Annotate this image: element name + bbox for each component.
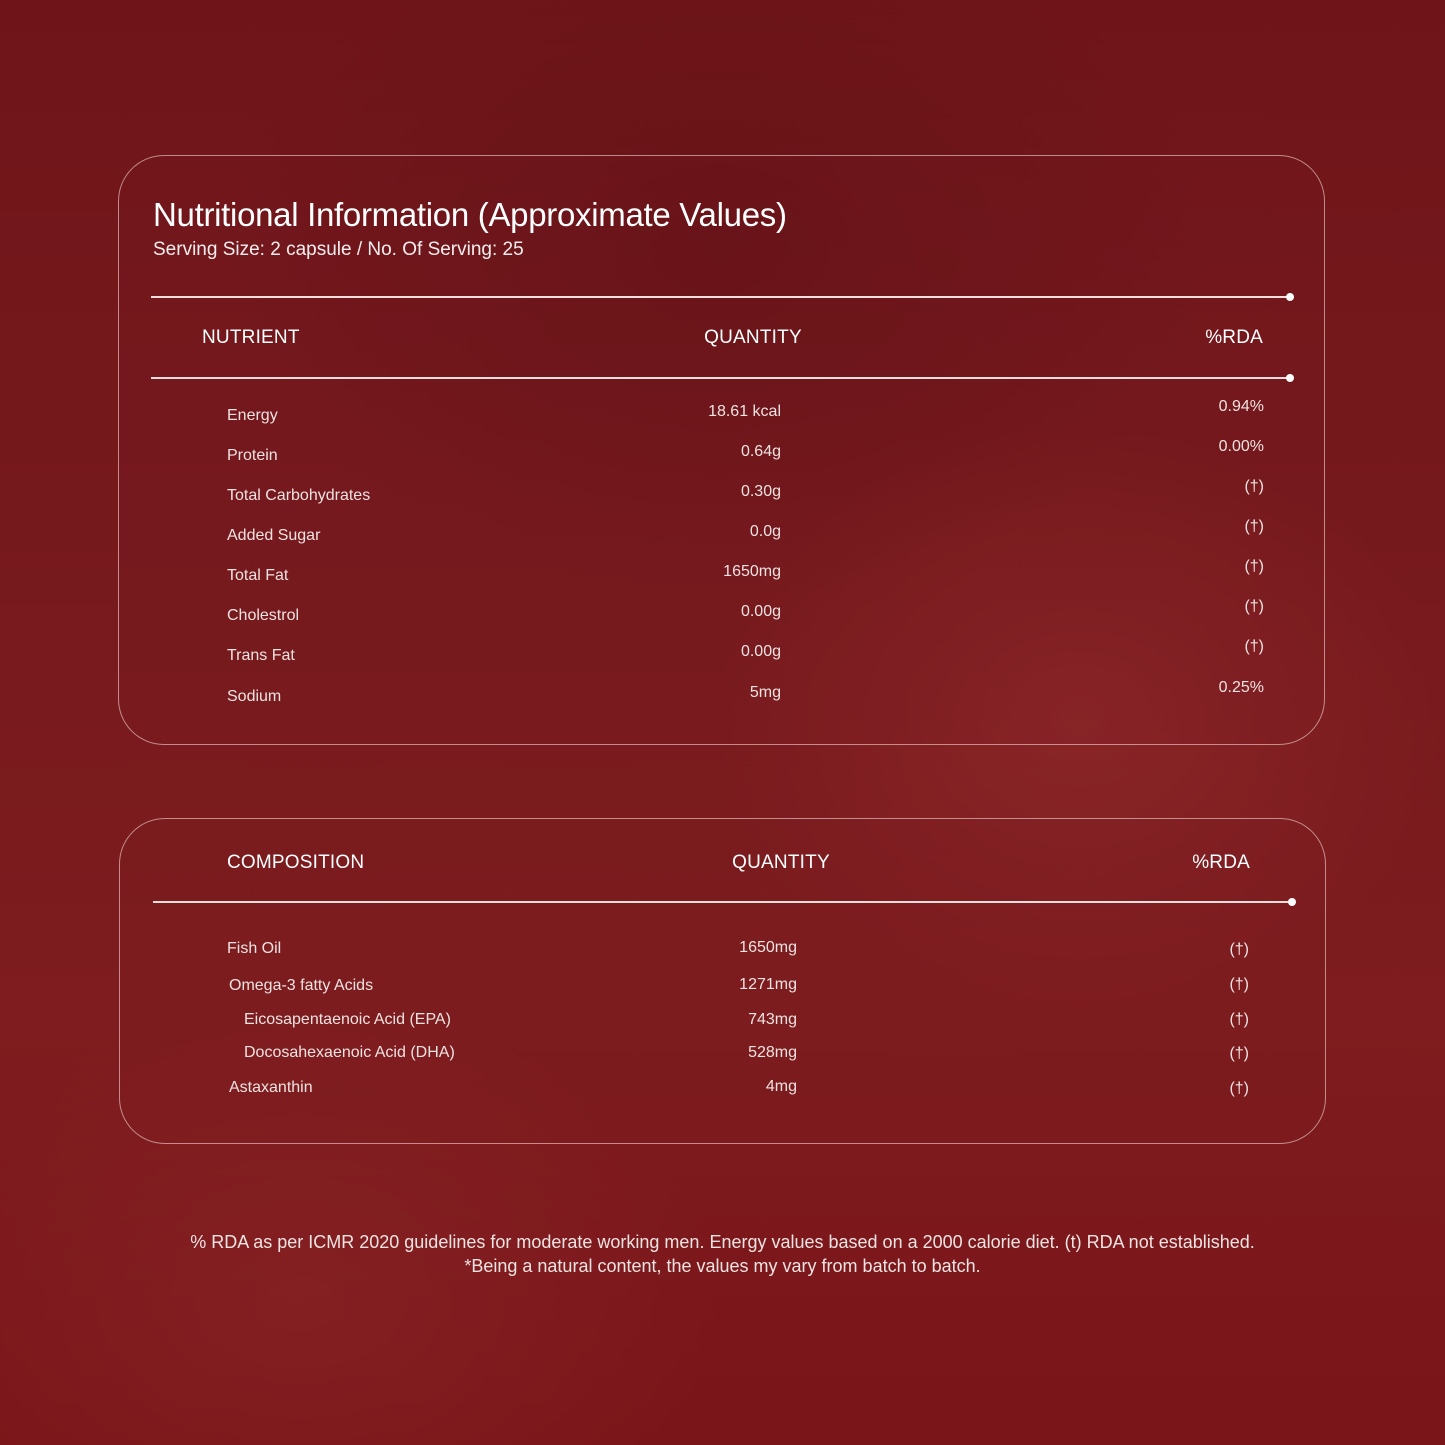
divider-composition bbox=[153, 901, 1293, 903]
col-header-rda-2: %RDA bbox=[1192, 852, 1250, 873]
composition-rda: (†) bbox=[1229, 976, 1249, 993]
nutrient-quantity: 1650mg bbox=[723, 563, 781, 580]
nutrient-rda: (†) bbox=[1244, 518, 1264, 535]
nutrient-name: Sodium bbox=[227, 688, 282, 705]
col-header-composition: COMPOSITION bbox=[227, 852, 365, 873]
composition-rda: (†) bbox=[1229, 1080, 1249, 1097]
nutrient-rda: (†) bbox=[1244, 558, 1264, 575]
composition-name: Docosahexaenoic Acid (DHA) bbox=[244, 1044, 455, 1061]
divider-header bbox=[151, 377, 1291, 379]
nutrient-rda: (†) bbox=[1244, 478, 1264, 495]
col-header-nutrient: NUTRIENT bbox=[202, 327, 300, 348]
nutrient-rda: 0.00% bbox=[1218, 438, 1264, 455]
divider-top bbox=[151, 296, 1291, 298]
nutrient-quantity: 0.00g bbox=[740, 643, 781, 660]
nutrient-rda: (†) bbox=[1244, 638, 1264, 655]
composition-quantity: 1650mg bbox=[739, 939, 797, 956]
nutrient-rda: 0.25% bbox=[1218, 679, 1264, 696]
nutrient-quantity: 0.64g bbox=[740, 443, 781, 460]
nutrient-quantity: 18.61 kcal bbox=[708, 403, 781, 420]
nutrient-name: Total Carbohydrates bbox=[227, 487, 371, 504]
col-header-quantity-2: QUANTITY bbox=[732, 852, 830, 873]
nutrient-name: Total Fat bbox=[227, 567, 289, 584]
nutrient-quantity: 0.00g bbox=[740, 603, 781, 620]
nutrient-rda: 0.94% bbox=[1218, 398, 1264, 415]
serving-size: Serving Size: 2 capsule / No. Of Serving: 25 bbox=[153, 239, 524, 260]
nutrient-name: Added Sugar bbox=[227, 527, 321, 544]
composition-quantity: 528mg bbox=[748, 1044, 797, 1061]
composition-rda: (†) bbox=[1229, 941, 1249, 958]
nutrient-rda: (†) bbox=[1244, 598, 1264, 615]
composition-name: Astaxanthin bbox=[229, 1079, 313, 1096]
nutrient-name: Cholestrol bbox=[227, 607, 300, 624]
nutrient-quantity: 0.30g bbox=[740, 483, 781, 500]
nutrient-name: Energy bbox=[227, 407, 278, 424]
nutrient-quantity: 0.0g bbox=[749, 523, 781, 540]
composition-name: Eicosapentaenoic Acid (EPA) bbox=[244, 1011, 451, 1028]
nutrient-name: Trans Fat bbox=[227, 647, 295, 664]
page-title: Nutritional Information (Approximate Values) bbox=[153, 196, 787, 233]
footer-note-rda: % RDA as per ICMR 2020 guidelines for moderate working men. Energy values based on a 2000 calorie diet. (t) RDA not established. bbox=[190, 1232, 1255, 1252]
composition-quantity: 4mg bbox=[765, 1078, 797, 1095]
footer-note-batch: *Being a natural content, the values my vary from batch to batch. bbox=[464, 1256, 981, 1276]
col-header-rda: %RDA bbox=[1205, 327, 1263, 348]
nutrient-quantity: 5mg bbox=[749, 684, 781, 701]
composition-rda: (†) bbox=[1229, 1011, 1249, 1028]
composition-quantity: 743mg bbox=[748, 1011, 797, 1028]
nutrient-name: Protein bbox=[227, 447, 278, 464]
col-header-quantity: QUANTITY bbox=[704, 327, 802, 348]
composition-quantity: 1271mg bbox=[739, 976, 797, 993]
composition-rda: (†) bbox=[1229, 1045, 1249, 1062]
composition-name: Omega-3 fatty Acids bbox=[229, 977, 374, 994]
composition-name: Fish Oil bbox=[227, 940, 282, 957]
